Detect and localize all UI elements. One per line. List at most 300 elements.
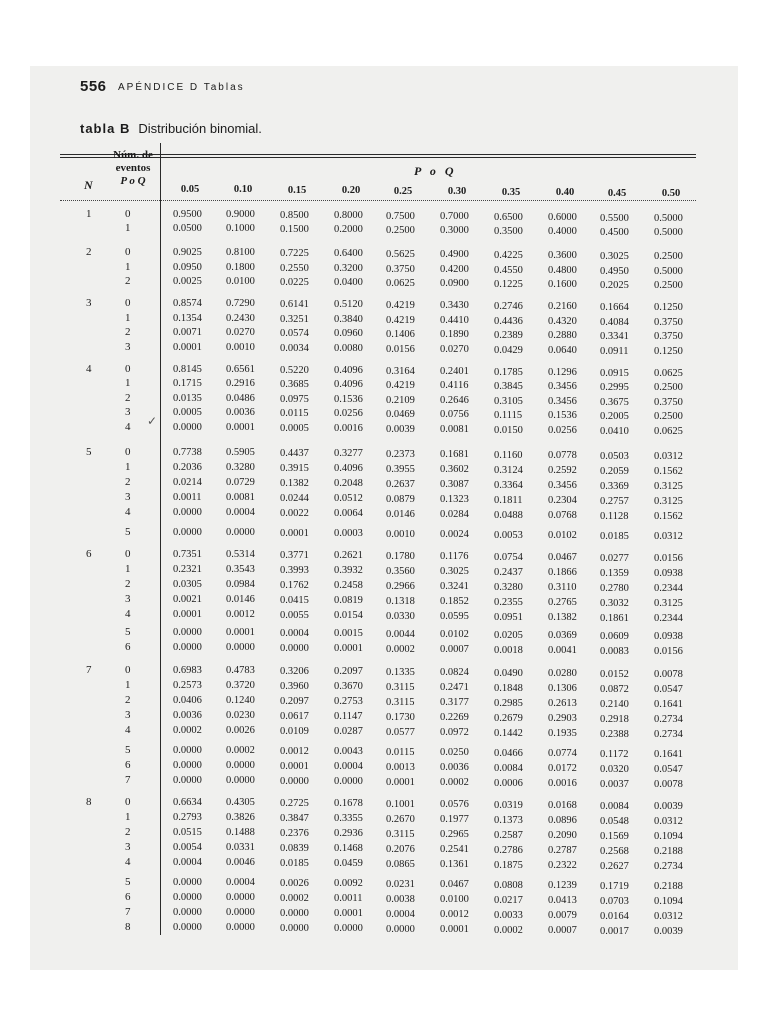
- table-cell: 0.2679: [494, 713, 523, 724]
- k-value: 3: [125, 709, 131, 721]
- table-cell: 0.0001: [226, 627, 255, 638]
- p-header-0-50: 0.50: [661, 188, 681, 199]
- table-cell: 0.1094: [654, 831, 683, 842]
- n-value: 3: [86, 297, 92, 309]
- table-cell: 0.1359: [600, 568, 629, 579]
- table-cell: 0.0021: [173, 594, 202, 605]
- k-value: 1: [125, 679, 131, 691]
- n-value: 5: [86, 446, 92, 458]
- table-cell: 0.1001: [386, 799, 415, 810]
- table-cell: 0.2786: [494, 845, 523, 856]
- table-cell: 0.7351: [173, 549, 202, 560]
- table-cell: 0.8100: [226, 247, 255, 258]
- table-cell: 0.3750: [654, 397, 683, 408]
- table-cell: 0.0865: [386, 859, 415, 870]
- table-cell: 0.3000: [440, 225, 469, 236]
- table-cell: 0.0156: [386, 344, 415, 355]
- events-header-line2: eventos: [115, 162, 151, 174]
- table-cell: 0.2388: [600, 729, 629, 740]
- table-cell: 0.0312: [654, 816, 683, 827]
- table-cell: 0.0503: [600, 451, 629, 462]
- header-dotted-rule: [60, 200, 696, 201]
- table-cell: 0.9025: [173, 247, 202, 258]
- table-cell: 0.1000: [226, 223, 255, 234]
- table-cell: 0.0005: [173, 407, 202, 418]
- table-cell: 0.1176: [440, 551, 469, 562]
- table-cell: 0.0002: [494, 925, 523, 936]
- n-value: 6: [86, 548, 92, 560]
- k-value: 8: [125, 921, 131, 933]
- table-cell: 0.0109: [280, 726, 309, 737]
- table-cell: 0.0015: [334, 628, 363, 639]
- k-value: 3: [125, 593, 131, 605]
- k-value: 4: [125, 856, 131, 868]
- table-cell: 0.0500: [173, 223, 202, 234]
- table-cell: 0.2373: [386, 449, 415, 460]
- table-cell: 0.7500: [386, 211, 415, 222]
- table-cell: 0.2734: [654, 861, 683, 872]
- table-title: [80, 121, 262, 136]
- table-cell: 0.0287: [334, 726, 363, 737]
- table-cell: 0.2401: [440, 366, 469, 377]
- table-cell: 0.3110: [548, 582, 577, 593]
- table-cell: 0.2471: [440, 682, 469, 693]
- table-cell: 0.7000: [440, 211, 469, 222]
- table-cell: 0.0013: [386, 762, 415, 773]
- table-cell: 0.0410: [600, 426, 629, 437]
- table-cell: 0.0000: [226, 760, 255, 771]
- table-cell: 0.0951: [494, 612, 523, 623]
- table-cell: 0.3456: [548, 381, 577, 392]
- k-value: 0: [125, 363, 131, 375]
- table-cell: 0.0092: [334, 878, 363, 889]
- k-value: 3: [125, 841, 131, 853]
- table-cell: 0.0466: [494, 748, 523, 759]
- table-cell: 0.3125: [654, 481, 683, 492]
- table-cell: 0.0000: [334, 776, 363, 787]
- table-cell: 0.1852: [440, 596, 469, 607]
- table-cell: 0.0018: [494, 645, 523, 656]
- table-cell: 0.0026: [226, 725, 255, 736]
- table-cell: 0.0406: [173, 695, 202, 706]
- page-number: 556: [80, 78, 107, 95]
- table-cell: 0.3500: [494, 226, 523, 237]
- table-cell: 0.0001: [173, 342, 202, 353]
- table-cell: 0.3960: [280, 681, 309, 692]
- table-cell: 0.2541: [440, 844, 469, 855]
- table-cell: 0.0100: [226, 276, 255, 287]
- table-cell: 0.1536: [334, 394, 363, 405]
- table-cell: 0.3355: [334, 813, 363, 824]
- table-cell: 0.1569: [600, 831, 629, 842]
- table-cell: 0.3032: [600, 598, 629, 609]
- table-cell: 0.0039: [654, 926, 683, 937]
- table-cell: 0.2344: [654, 583, 683, 594]
- table-cell: 0.0044: [386, 629, 415, 640]
- table-cell: 0.3670: [334, 681, 363, 692]
- k-value: 6: [125, 891, 131, 903]
- table-cell: 0.1323: [440, 494, 469, 505]
- table-cell: 0.5120: [334, 299, 363, 310]
- table-cell: 0.0010: [226, 342, 255, 353]
- k-value: 0: [125, 548, 131, 560]
- table-cell: 0.0754: [494, 552, 523, 563]
- k-value: 1: [125, 261, 131, 273]
- table-cell: 0.0022: [280, 508, 309, 519]
- table-cell: 0.3115: [386, 682, 415, 693]
- table-cell: 0.0000: [173, 627, 202, 638]
- table-cell: 0.7225: [280, 248, 309, 259]
- n-column-header: N: [84, 178, 93, 192]
- table-cell: 0.2076: [386, 844, 415, 855]
- table-cell: 0.2746: [494, 301, 523, 312]
- table-cell: 0.3845: [494, 381, 523, 392]
- table-cell: 0.0577: [386, 727, 415, 738]
- table-cell: 0.0016: [334, 423, 363, 434]
- k-value: 4: [125, 421, 131, 433]
- table-cell: 0.0312: [654, 451, 683, 462]
- table-cell: 0.0135: [173, 393, 202, 404]
- k-value: 5: [125, 876, 131, 888]
- table-cell: 0.2269: [440, 712, 469, 723]
- table-cell: 0.9000: [226, 209, 255, 220]
- table-cell: 0.2036: [173, 462, 202, 473]
- table-cell: 0.2500: [386, 225, 415, 236]
- table-cell: 0.3685: [280, 379, 309, 390]
- table-cell: 0.4305: [226, 797, 255, 808]
- table-cell: 0.0703: [600, 896, 629, 907]
- table-cell: 0.0002: [386, 644, 415, 655]
- table-cell: 0.5905: [226, 447, 255, 458]
- table-cell: 0.0595: [440, 611, 469, 622]
- table-cell: 0.0004: [226, 877, 255, 888]
- k-value: 3: [125, 341, 131, 353]
- table-cell: 0.0003: [334, 528, 363, 539]
- table-cell: 0.4096: [334, 365, 363, 376]
- events-header-line1: Núm. de: [113, 149, 153, 161]
- table-cell: 0.2670: [386, 814, 415, 825]
- table-cell: 0.2140: [600, 699, 629, 710]
- table-cell: 0.1239: [548, 880, 577, 891]
- table-cell: 0.0080: [334, 343, 363, 354]
- table-cell: 0.0640: [548, 345, 577, 356]
- table-cell: 0.2025: [600, 280, 629, 291]
- table-cell: 0.3750: [654, 331, 683, 342]
- p-header-0-25: 0.25: [393, 186, 413, 197]
- table-cell: 0.5000: [654, 266, 683, 277]
- table-cell: 0.0975: [280, 394, 309, 405]
- table-cell: 0.0369: [548, 630, 577, 641]
- table-cell: 0.2621: [334, 550, 363, 561]
- table-cell: 0.4225: [494, 250, 523, 261]
- table-cell: 0.4096: [334, 463, 363, 474]
- table-cell: 0.4410: [440, 315, 469, 326]
- table-cell: 0.0011: [334, 893, 363, 904]
- table-cell: 0.4783: [226, 665, 255, 676]
- table-cell: 0.0000: [173, 907, 202, 918]
- table-cell: 0.5000: [654, 213, 683, 224]
- table-cell: 0.0225: [280, 277, 309, 288]
- table-cell: 0.0250: [440, 747, 469, 758]
- table-cell: 0.0036: [226, 407, 255, 418]
- table-cell: 0.0000: [280, 923, 309, 934]
- table-cell: 0.8000: [334, 210, 363, 221]
- table-cell: 0.2322: [548, 860, 577, 871]
- table-cell: 0.3125: [654, 598, 683, 609]
- table-cell: 0.0972: [440, 727, 469, 738]
- table-cell: 0.0000: [280, 908, 309, 919]
- table-cell: 0.0824: [440, 667, 469, 678]
- table-cell: 0.0000: [173, 760, 202, 771]
- probability-header: P o Q: [414, 164, 457, 178]
- table-cell: 0.3280: [226, 462, 255, 473]
- table-cell: 0.5220: [280, 365, 309, 376]
- table-cell: 0.0205: [494, 630, 523, 641]
- table-cell: 0.1361: [440, 859, 469, 870]
- k-value: 1: [125, 811, 131, 823]
- k-value: 1: [125, 461, 131, 473]
- table-cell: 0.0001: [173, 609, 202, 620]
- vertical-rule: [160, 143, 161, 935]
- table-cell: 0.2753: [334, 696, 363, 707]
- table-cell: 0.0001: [334, 908, 363, 919]
- table-cell: 0.6141: [280, 299, 309, 310]
- table-cell: 0.0625: [386, 278, 415, 289]
- table-cell: 0.2966: [386, 581, 415, 592]
- table-cell: 0.0320: [600, 764, 629, 775]
- table-cell: 0.1468: [334, 843, 363, 854]
- table-cell: 0.0625: [654, 426, 683, 437]
- table-cell: 0.0400: [334, 277, 363, 288]
- table-cell: 0.2321: [173, 564, 202, 575]
- table-cell: 0.0000: [386, 924, 415, 935]
- table-cell: 0.0938: [654, 631, 683, 642]
- table-cell: 0.0150: [494, 425, 523, 436]
- table-cell: 0.2918: [600, 714, 629, 725]
- table-cell: 0.0083: [600, 646, 629, 657]
- table-cell: 0.2550: [280, 263, 309, 274]
- table-cell: 0.3993: [280, 565, 309, 576]
- table-cell: 0.2059: [600, 466, 629, 477]
- table-cell: 0.1977: [440, 814, 469, 825]
- table-cell: 0.1811: [494, 495, 523, 506]
- k-value: 1: [125, 377, 131, 389]
- table-cell: 0.2005: [600, 411, 629, 422]
- table-cell: 0.3280: [494, 582, 523, 593]
- k-value: 2: [125, 694, 131, 706]
- table-cell: 0.0000: [334, 923, 363, 934]
- table-cell: 0.1562: [654, 466, 683, 477]
- table-cell: 0.3720: [226, 680, 255, 691]
- table-cell: 0.0002: [173, 725, 202, 736]
- k-value: 1: [125, 312, 131, 324]
- table-cell: 0.0547: [654, 684, 683, 695]
- table-cell: 0.0154: [334, 610, 363, 621]
- table-label: tabla B: [80, 121, 131, 136]
- table-cell: 0.0000: [226, 922, 255, 933]
- table-cell: 0.0900: [440, 278, 469, 289]
- table-cell: 0.3277: [334, 448, 363, 459]
- table-cell: 0.8145: [173, 364, 202, 375]
- k-value: 0: [125, 796, 131, 808]
- table-cell: 0.0429: [494, 345, 523, 356]
- p-header-0-05: 0.05: [180, 184, 200, 195]
- table-cell: 0.2097: [334, 666, 363, 677]
- table-cell: 0.0000: [226, 527, 255, 538]
- table-cell: 0.0256: [334, 408, 363, 419]
- table-cell: 0.0185: [600, 531, 629, 542]
- table-cell: 0.4320: [548, 316, 577, 327]
- table-cell: 0.0115: [280, 408, 309, 419]
- table-cell: 0.0574: [280, 328, 309, 339]
- table-cell: 0.3200: [334, 263, 363, 274]
- table-cell: 0.2389: [494, 330, 523, 341]
- table-cell: 0.1875: [494, 860, 523, 871]
- k-value: 7: [125, 906, 131, 918]
- table-cell: 0.2573: [173, 680, 202, 691]
- table-cell: 0.0002: [226, 745, 255, 756]
- table-cell: 0.5000: [654, 227, 683, 238]
- table-cell: 0.4950: [600, 266, 629, 277]
- table-cell: 0.0756: [440, 409, 469, 420]
- table-cell: 0.2793: [173, 812, 202, 823]
- table-cell: 0.0839: [280, 843, 309, 854]
- n-value: 7: [86, 664, 92, 676]
- table-cell: 0.2725: [280, 798, 309, 809]
- table-cell: 0.3543: [226, 564, 255, 575]
- table-cell: 0.2376: [280, 828, 309, 839]
- table-cell: 0.3206: [280, 666, 309, 677]
- table-cell: 0.0033: [494, 910, 523, 921]
- table-cell: 0.0000: [173, 745, 202, 756]
- table-cell: 0.3600: [548, 250, 577, 261]
- table-cell: 0.0000: [226, 892, 255, 903]
- table-cell: 0.3840: [334, 314, 363, 325]
- table-cell: 0.0459: [334, 858, 363, 869]
- table-cell: 0.3125: [654, 496, 683, 507]
- table-cell: 0.2188: [654, 846, 683, 857]
- table-cell: 0.0038: [386, 894, 415, 905]
- table-cell: 0.0011: [173, 492, 202, 503]
- table-cell: 0.0277: [600, 553, 629, 564]
- table-cell: 0.0064: [334, 508, 363, 519]
- table-cell: 0.0000: [280, 776, 309, 787]
- table-cell: 0.0156: [654, 646, 683, 657]
- table-cell: 0.1600: [548, 279, 577, 290]
- table-cell: 0.2097: [280, 696, 309, 707]
- table-cell: 0.8500: [280, 210, 309, 221]
- table-cell: 0.3087: [440, 479, 469, 490]
- table-cell: 0.2048: [334, 478, 363, 489]
- table-cell: 0.0214: [173, 477, 202, 488]
- table-cell: 0.6634: [173, 797, 202, 808]
- table-cell: 0.0004: [226, 507, 255, 518]
- table-cell: 0.4500: [600, 227, 629, 238]
- table-cell: 0.0729: [226, 477, 255, 488]
- table-cell: 0.0244: [280, 493, 309, 504]
- table-cell: 0.0001: [280, 528, 309, 539]
- table-cell: 0.1172: [600, 749, 629, 760]
- table-cell: 0.0078: [654, 779, 683, 790]
- table-cell: 0.0172: [548, 763, 577, 774]
- table-caption: Distribución binomial.: [138, 121, 262, 136]
- table-cell: 0.2787: [548, 845, 577, 856]
- table-cell: 0.0896: [548, 815, 577, 826]
- n-value: 4: [86, 363, 92, 375]
- table-cell: 0.1306: [548, 683, 577, 694]
- table-cell: 0.0168: [548, 800, 577, 811]
- table-cell: 0.1536: [548, 410, 577, 421]
- p-header-0-10: 0.10: [233, 184, 253, 195]
- k-value: 4: [125, 608, 131, 620]
- table-cell: 0.0330: [386, 611, 415, 622]
- table-cell: 0.1382: [548, 612, 577, 623]
- table-cell: 0.2430: [226, 313, 255, 324]
- section-title: APÉNDICE D Tablas: [118, 82, 245, 93]
- k-value: 4: [125, 506, 131, 518]
- table-cell: 0.2437: [494, 567, 523, 578]
- table-cell: 0.0000: [226, 907, 255, 918]
- events-column-header: [108, 149, 158, 188]
- table-cell: 0.0547: [654, 764, 683, 775]
- table-cell: 0.1488: [226, 827, 255, 838]
- table-cell: 0.0005: [280, 423, 309, 434]
- table-cell: 0.4116: [440, 380, 469, 391]
- table-cell: 0.0164: [600, 911, 629, 922]
- table-cell: 0.3826: [226, 812, 255, 823]
- table-cell: 0.1641: [654, 749, 683, 760]
- k-value: 5: [125, 526, 131, 538]
- table-cell: 0.4096: [334, 379, 363, 390]
- table-cell: 0.4219: [386, 300, 415, 311]
- table-cell: 0.2355: [494, 597, 523, 608]
- table-cell: 0.0625: [654, 368, 683, 379]
- k-value: 6: [125, 641, 131, 653]
- table-cell: 0.3456: [548, 480, 577, 491]
- table-cell: 0.0548: [600, 816, 629, 827]
- k-value: 1: [125, 563, 131, 575]
- table-cell: 0.1785: [494, 367, 523, 378]
- table-cell: 0.0185: [280, 858, 309, 869]
- table-cell: 0.0100: [440, 894, 469, 905]
- table-cell: 0.0001: [440, 924, 469, 935]
- k-value: 2: [125, 476, 131, 488]
- table-cell: 0.3560: [386, 566, 415, 577]
- table-cell: 0.0084: [494, 763, 523, 774]
- table-cell: 0.0413: [548, 895, 577, 906]
- k-value: 7: [125, 774, 131, 786]
- table-cell: 0.0004: [334, 761, 363, 772]
- table-cell: 0.0079: [548, 910, 577, 921]
- table-cell: 0.5314: [226, 549, 255, 560]
- table-cell: 0.2304: [548, 495, 577, 506]
- table-cell: 0.0467: [548, 552, 577, 563]
- table-cell: 0.1730: [386, 712, 415, 723]
- table-cell: 0.3341: [600, 331, 629, 342]
- table-cell: 0.0146: [386, 509, 415, 520]
- table-cell: 0.2627: [600, 861, 629, 872]
- table-cell: 0.2965: [440, 829, 469, 840]
- table-cell: 0.4800: [548, 265, 577, 276]
- table-cell: 0.1715: [173, 378, 202, 389]
- table-cell: 0.2734: [654, 729, 683, 740]
- table-cell: 0.5500: [600, 213, 629, 224]
- table-cell: 0.1128: [600, 511, 629, 522]
- table-cell: 0.3750: [386, 264, 415, 275]
- table-cell: 0.1160: [494, 450, 523, 461]
- p-header-0-35: 0.35: [501, 187, 521, 198]
- table-cell: 0.0002: [280, 893, 309, 904]
